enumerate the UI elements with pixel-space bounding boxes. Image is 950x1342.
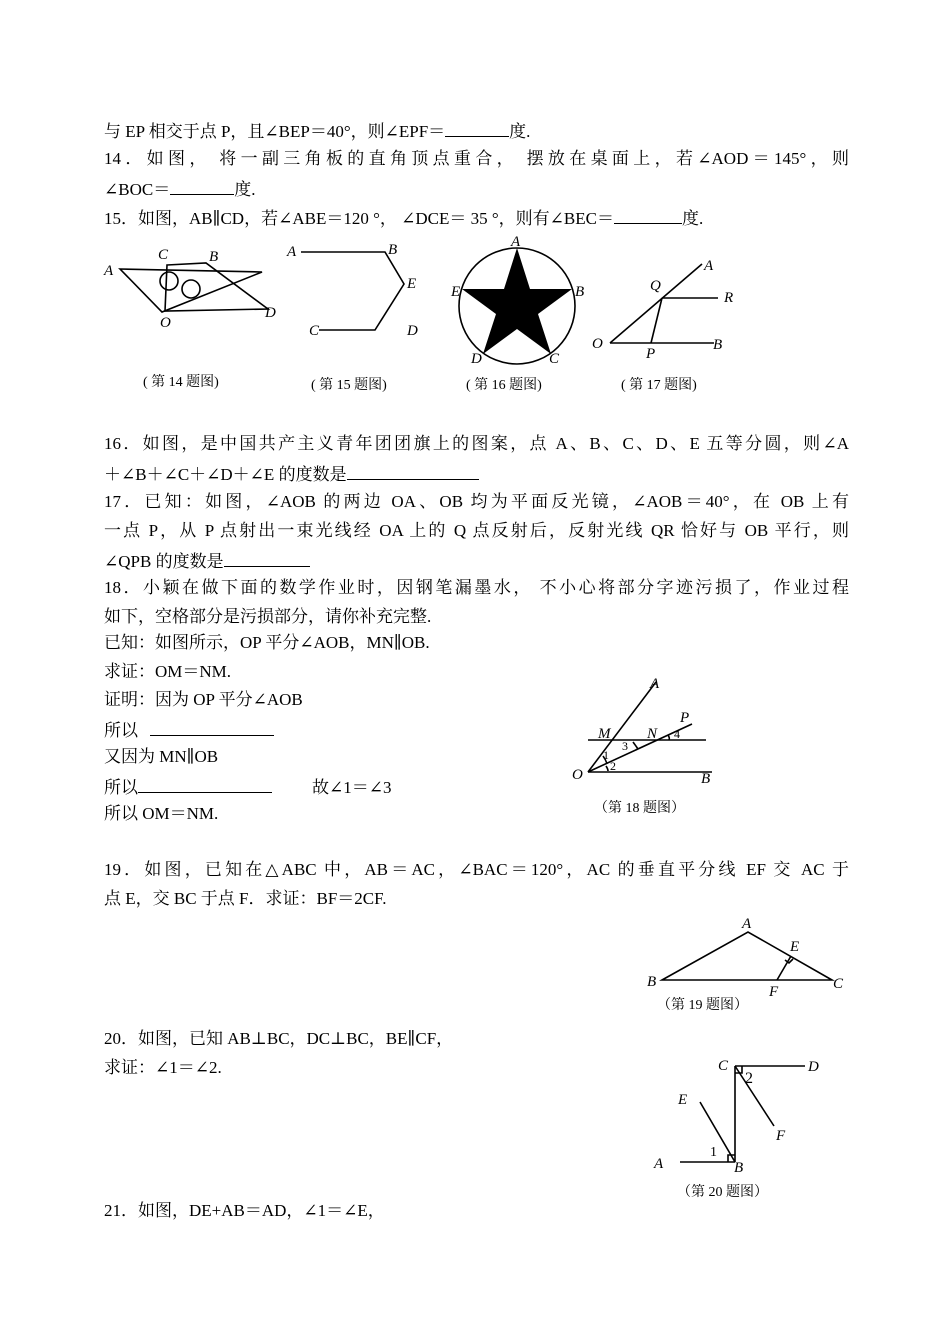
label-angle-2: 2 xyxy=(610,759,616,773)
label-e: E xyxy=(790,939,800,955)
answer-blank xyxy=(347,461,479,480)
answer-blank xyxy=(224,548,310,567)
figure-19 xyxy=(645,914,855,1000)
ray-be xyxy=(700,1102,735,1162)
label-b: B xyxy=(713,337,723,353)
segment-ef xyxy=(777,956,791,980)
label-f: F xyxy=(769,984,779,1000)
q14-line2 xyxy=(104,176,849,202)
q13-text: 与 EP 相交于点 P，且∠BEP＝40°，则∠EPF＝ xyxy=(104,122,446,141)
angle-arc-3 xyxy=(633,742,638,749)
label-angle-4: 4 xyxy=(674,727,680,741)
q16-line1: 16．如图，是中国共产主义青年团团旗上的图案，点 A、B、C、D、E 五等分圆，则∠A xyxy=(104,434,849,453)
figure-17 xyxy=(590,250,750,360)
q18-step1 xyxy=(104,717,849,743)
label-b: B xyxy=(701,771,711,787)
q18-line1: 18．小颖在做下面的数学作业时，因钢笔漏墨水， 不小心将部分字迹污损了，作业过程 xyxy=(104,578,849,597)
q18-given: 已知：如图所示，OP 平分∠AOB，MN∥OB. xyxy=(104,633,430,652)
caption-fig16: ( 第 16 题图) xyxy=(466,378,542,393)
answer-blank xyxy=(150,717,274,736)
ray-cf xyxy=(735,1066,774,1126)
q18-step3 xyxy=(104,774,849,800)
label-m: M xyxy=(598,726,611,742)
label-c: C xyxy=(718,1058,729,1074)
caption-fig19: （第 19 题图） xyxy=(657,998,748,1013)
label-d: D xyxy=(808,1059,819,1075)
label-a: A xyxy=(511,234,521,250)
caption-fig14: ( 第 14 题图) xyxy=(143,375,219,390)
caption-fig15: ( 第 15 题图) xyxy=(311,378,387,393)
segment-pq xyxy=(651,298,662,343)
label-d: D xyxy=(265,305,276,321)
label-o: O xyxy=(592,336,603,352)
label-e: E xyxy=(407,276,417,292)
label-a: A xyxy=(104,263,114,279)
q17-line1: 17．已知：如图，∠AOB 的两边 OA、OB 均为平面反光镜，∠AOB＝40°，在 OB 上有 xyxy=(104,492,849,511)
label-a: A xyxy=(704,258,714,274)
figure-18 xyxy=(570,670,720,790)
q19-line1: 19．如图，已知在△ABC 中，AB＝AC，∠BAC＝120°，AC 的垂直平分线 EF 交 AC 于 xyxy=(104,860,849,879)
label-o: O xyxy=(160,315,171,331)
q16-line2 xyxy=(104,461,849,487)
label-b: B xyxy=(209,249,219,265)
label-o: O xyxy=(572,767,583,783)
label-angle-2: 2 xyxy=(745,1070,753,1087)
q15-line xyxy=(104,205,849,231)
hole-left xyxy=(160,272,178,290)
q15-text: 15．如图，AB∥CD，若∠ABE＝120 °， ∠DCE＝ 35 °，则有∠BEC＝ xyxy=(104,209,614,228)
q18-so: 所以 xyxy=(104,721,138,740)
label-angle-1: 1 xyxy=(603,748,609,762)
label-e: E xyxy=(678,1092,688,1108)
label-a: A xyxy=(650,676,660,692)
answer-blank xyxy=(138,774,272,793)
label-n: N xyxy=(647,726,658,742)
q18-proof-start: 证明：因为 OP 平分∠AOB xyxy=(104,690,303,709)
label-p: P xyxy=(680,710,690,726)
figure-15 xyxy=(287,240,427,340)
answer-blank xyxy=(170,176,234,195)
q18-so: 所以 xyxy=(104,778,138,797)
label-a: A xyxy=(742,916,752,932)
q13-tail xyxy=(104,118,849,144)
q16-text: ＋∠B＋∠C＋∠D＋∠E 的度数是 xyxy=(104,465,347,484)
figure-14 xyxy=(102,245,282,331)
q17-text: ∠QPB 的度数是 xyxy=(104,552,224,571)
ray-oa xyxy=(610,264,702,343)
q17-line3 xyxy=(104,548,849,574)
q18-conclusion: 所以 OM＝NM. xyxy=(104,804,219,823)
q14-text: ∠BOC＝ xyxy=(104,180,171,199)
q21-line1: 21．如图，DE+AB＝AD，∠1＝∠E， xyxy=(104,1201,385,1220)
q18-step2: 又因为 MN∥OB xyxy=(104,747,219,766)
q18-line2: 如下，空格部分是污损部分，请你补充完整. xyxy=(104,607,432,626)
label-angle-3: 3 xyxy=(622,739,628,753)
label-f: F xyxy=(776,1128,786,1144)
q13-unit: 度. xyxy=(509,122,531,141)
label-e: E xyxy=(451,284,461,300)
answer-blank xyxy=(445,118,509,137)
label-r: R xyxy=(724,290,734,306)
q18-prove: 求证：OM＝NM. xyxy=(104,662,232,681)
label-b: B xyxy=(388,242,398,258)
q14-line1: 14．如图， 将一副三角板的直角顶点重合， 摆放在桌面上，若∠AOD＝145°，则 xyxy=(104,149,849,168)
label-angle-1: 1 xyxy=(710,1145,717,1160)
caption-fig20: （第 20 题图） xyxy=(677,1185,768,1200)
q19-line2: 点 E，交 BC 于点 F．求证：BF＝2CF. xyxy=(104,889,387,908)
q14-unit: 度. xyxy=(234,180,256,199)
caption-fig17: ( 第 17 题图) xyxy=(621,378,697,393)
zigzag-lines xyxy=(301,252,404,330)
label-b: B xyxy=(575,284,585,300)
hole-right xyxy=(182,280,200,298)
label-b: B xyxy=(734,1160,744,1176)
label-c: C xyxy=(549,351,560,367)
q17-line2: 一点 P，从 P 点射出一束光线经 OA 上的 Q 点反射后，反射光线 QR 恰好与 OB 平行，则 xyxy=(104,521,849,540)
label-c: C xyxy=(833,976,844,992)
answer-blank xyxy=(614,205,682,224)
label-a: A xyxy=(654,1156,664,1172)
q20-line2: 求证：∠1＝∠2. xyxy=(104,1058,222,1077)
figure-16 xyxy=(447,232,597,372)
label-a: A xyxy=(287,244,297,260)
label-b: B xyxy=(647,974,657,990)
q18-therefore: 故∠1＝∠3 xyxy=(312,778,392,797)
triangle-abc xyxy=(662,932,832,980)
triangle-aob xyxy=(120,269,262,312)
label-c: C xyxy=(158,247,169,263)
caption-fig18: （第 18 题图） xyxy=(594,801,685,816)
angle-arc-2 xyxy=(606,766,608,771)
q15-unit: 度. xyxy=(681,209,704,228)
q20-line1: 20．如图，已知 AB⊥BC，DC⊥BC，BE∥CF， xyxy=(104,1029,454,1048)
label-d: D xyxy=(407,323,418,339)
figure-20 xyxy=(650,1052,840,1177)
label-c: C xyxy=(309,323,320,339)
label-p: P xyxy=(646,346,656,362)
label-d: D xyxy=(471,351,482,367)
five-pointed-star xyxy=(462,248,572,354)
label-q: Q xyxy=(650,278,661,294)
